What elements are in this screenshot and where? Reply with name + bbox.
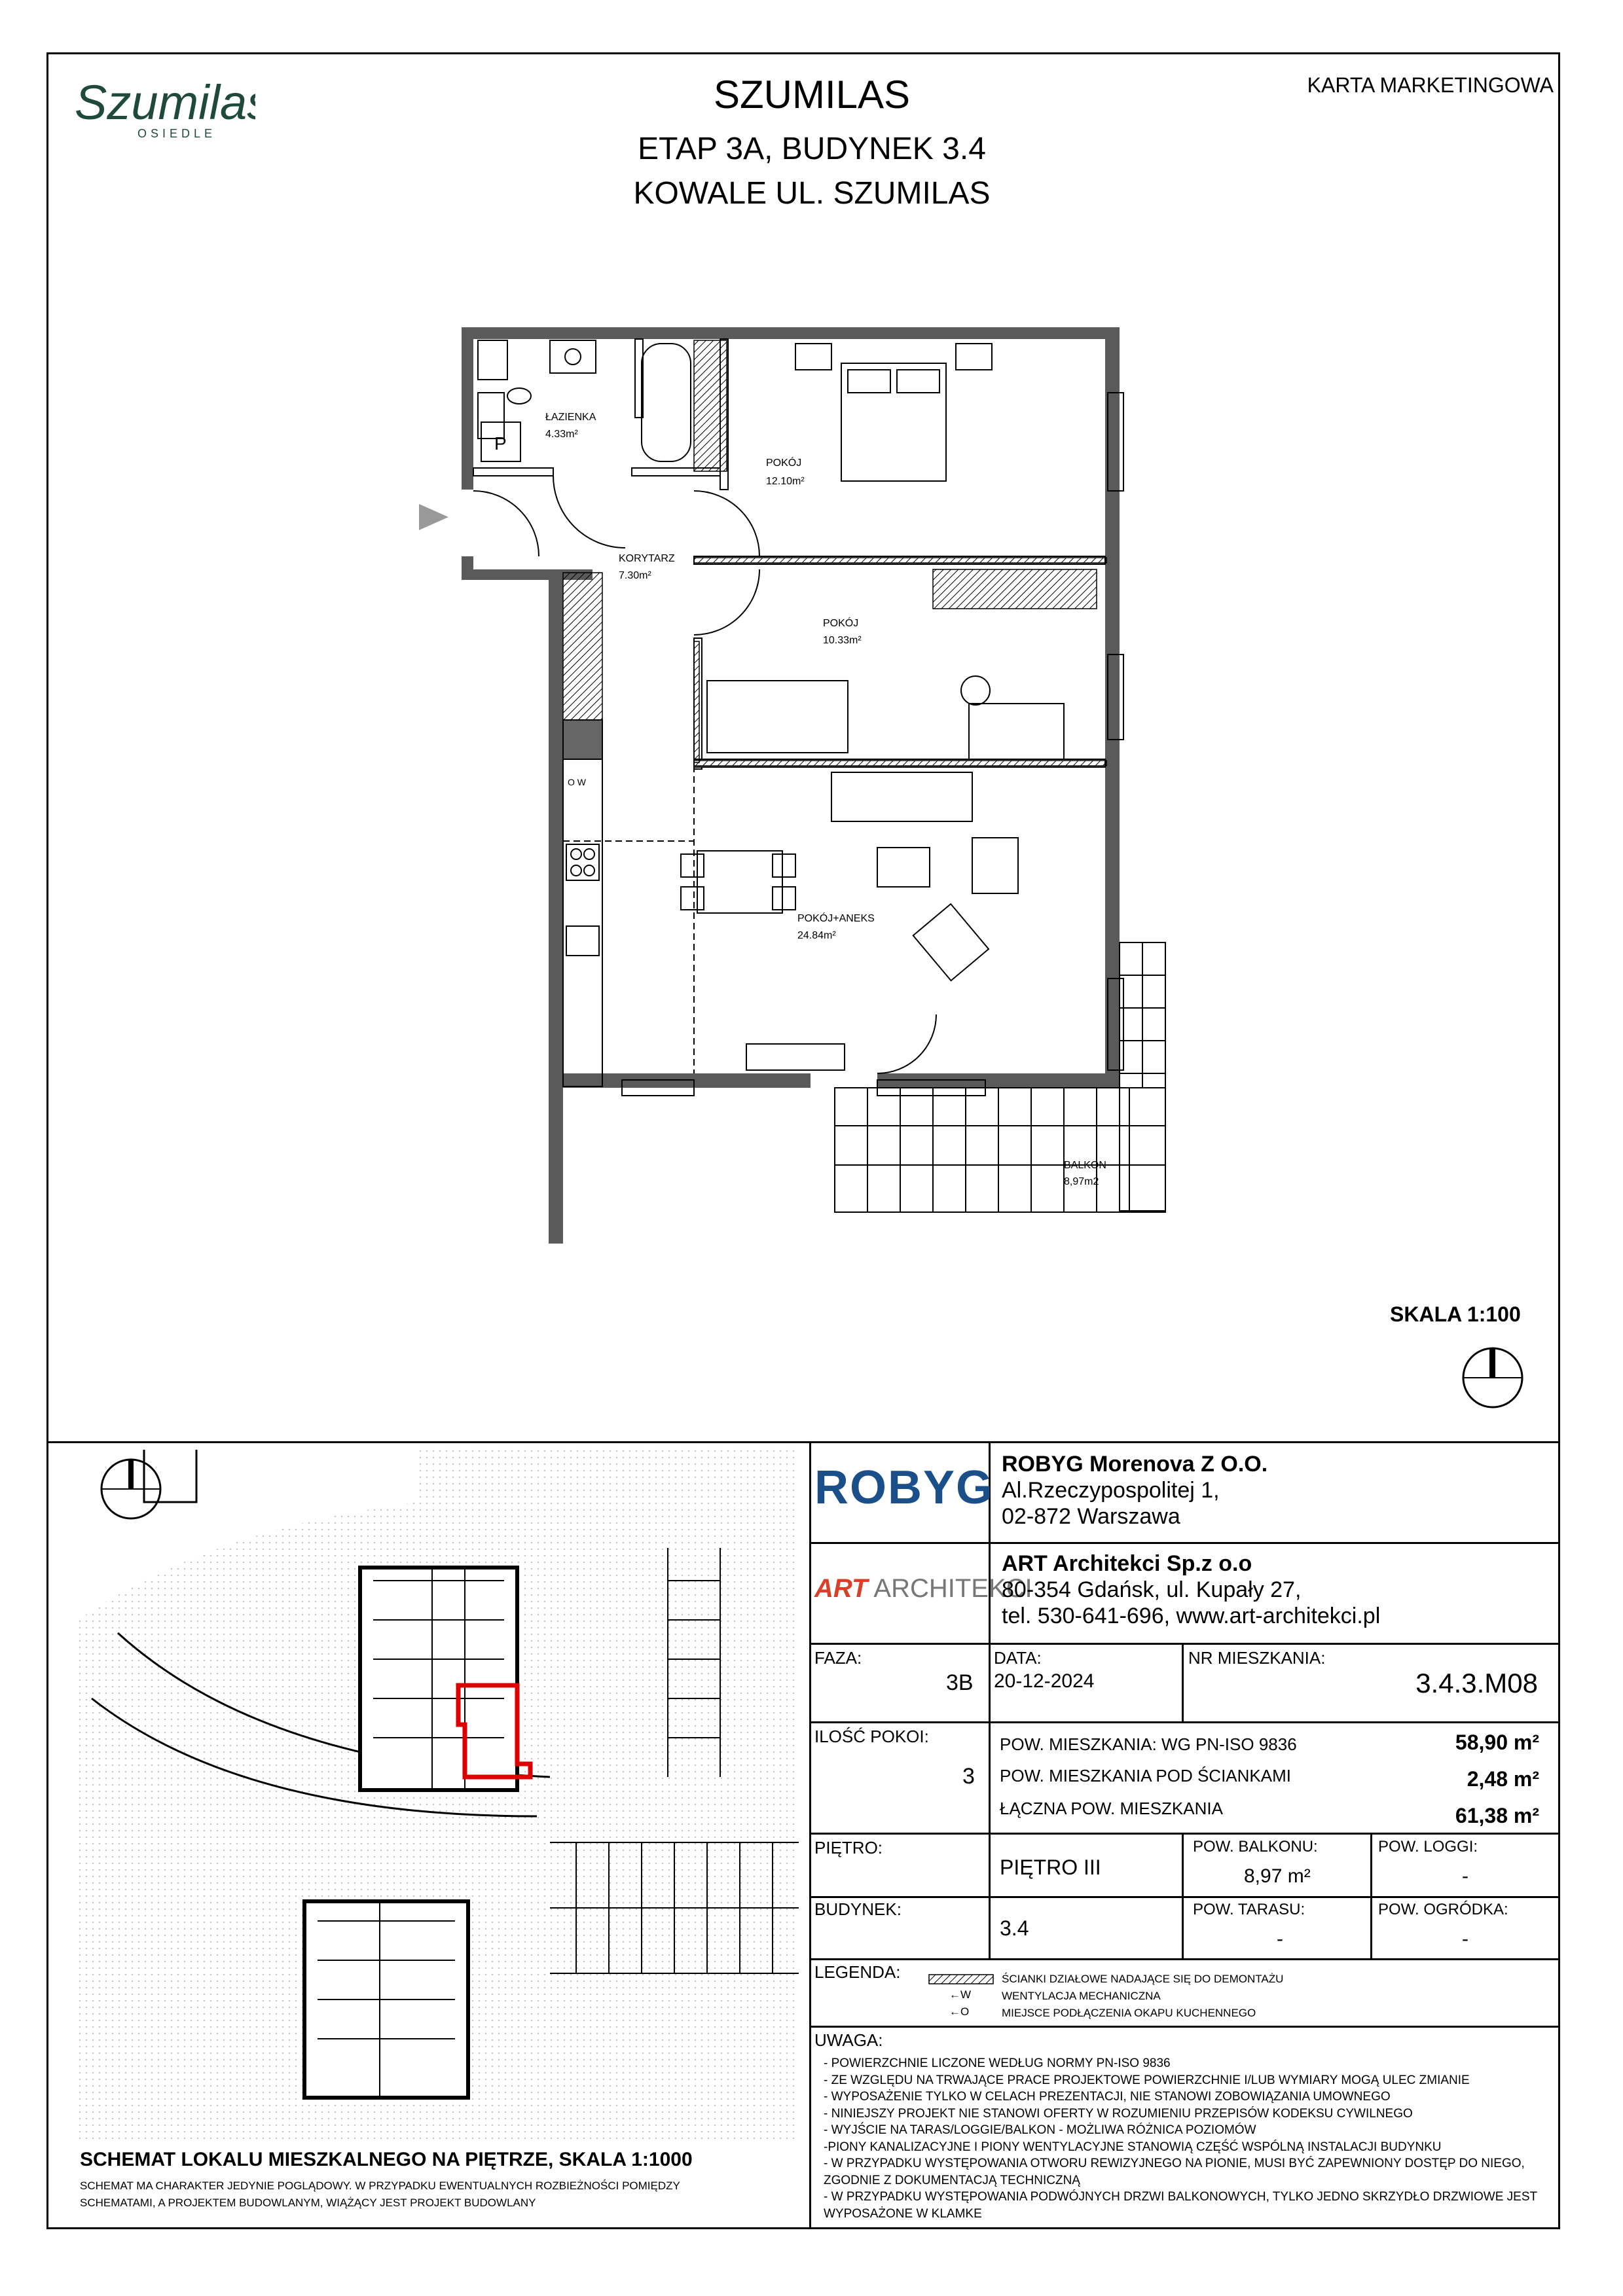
robyg-logo: ROBYG [814, 1462, 994, 1514]
developer-addr-1: Al.Rzeczypospolitej 1, [1002, 1478, 1220, 1503]
room-area-bedroom: 12.10m² [766, 476, 805, 487]
developer-addr-2: 02-872 Warszawa [1002, 1504, 1180, 1529]
note-item: - W PRZYPADKU WYSTĘPOWANIA PODWÓJNYCH DRZWI BALKONOWYCH, TYLKO JEDNO SKRZYDŁO DRZWIOWE JEST [824, 2190, 1538, 2204]
wall-west-bath [462, 327, 473, 490]
sink [566, 926, 599, 956]
plan-scale: SKALA 1:100 [1390, 1302, 1521, 1326]
armchair-1 [972, 838, 1018, 893]
note-item: -PIONY KANALIZACYJNE I PIONY WENTYLACYJNE STANOWIĄ CZĘŚĆ WSPÓLNĄ INSTALACJI BUDYNKU [824, 2140, 1442, 2154]
dining-chair-3 [773, 854, 795, 877]
bath-door [553, 476, 625, 548]
room-label-corridor: KORYTARZ [619, 553, 675, 564]
kitchen-vent-marks: O W [568, 777, 586, 787]
wall-west-entry [462, 556, 473, 569]
szumilas-logo [72, 72, 255, 151]
coffee-table [877, 848, 930, 887]
pow-sc-label: POW. MIESZKANIA POD ŚCIANKAMI [1000, 1766, 1291, 1785]
pow-total-value: 61,38 m² [1455, 1804, 1539, 1827]
room-label-balcony: BALKON [1064, 1160, 1106, 1171]
architect-addr-2: tel. 530-641-696, www.art-architekci.pl [1002, 1604, 1381, 1628]
legend-item-1: ŚCIANKI DZIAŁOWE NADAJĄCE SIĘ DO DEMONTAŻU [1002, 1973, 1284, 1985]
pow-value: 58,90 m² [1455, 1731, 1539, 1754]
table-vline-pokoje [989, 1721, 991, 1833]
table-vline-loggia [1370, 1833, 1372, 1958]
legend-mark-2: ←W [949, 1988, 972, 2001]
building-3-4 [360, 1568, 517, 1790]
room-label-bedroom: POKÓJ [766, 457, 802, 469]
table-vline-balkon [1182, 1833, 1184, 1958]
legend-mark-w: W [960, 1988, 972, 2001]
partition-demount-1 [694, 558, 1106, 563]
pow-label: POW. MIESZKANIA: WG PN-ISO 9836 [1000, 1734, 1297, 1754]
room-labels [545, 412, 1106, 1187]
legend-mark-3: ←O [949, 2005, 970, 2018]
dining-chair-1 [681, 854, 704, 877]
wall-west-living [549, 569, 563, 1244]
room-label-living: POKÓJ+ANEKS [797, 913, 875, 924]
ogrodek-value: - [1462, 1928, 1468, 1950]
site-disclaimer-1: SCHEMAT MA CHARAKTER JEDYNIE POGLĄDOWY. W PRZYPADKU EWENTUALNYCH ROZBIEŻNOŚCI POMIĘDZY [80, 2179, 680, 2192]
room-area-balcony: 8,97m2 [1064, 1176, 1099, 1187]
kitchen-counter [563, 720, 602, 1086]
nr-label: NR MIESZKANIA: [1188, 1648, 1326, 1668]
burner-3 [571, 865, 581, 876]
compass-icon [1460, 1345, 1525, 1410]
room-area-corridor: 7.30m² [619, 570, 651, 581]
loggia-value: - [1462, 1865, 1468, 1887]
data-value: 20-12-2024 [994, 1670, 1095, 1692]
tv-cabinet [746, 1044, 845, 1070]
bathtub [642, 344, 691, 461]
double-bed [841, 363, 946, 481]
table-line-7 [809, 2026, 1560, 2028]
sofa [831, 772, 972, 821]
bed-pillow-1 [848, 370, 890, 393]
pietro-value: PIĘTRO III [1000, 1856, 1101, 1879]
shaft-label: P [494, 433, 507, 454]
armchair-2 [913, 904, 989, 980]
site-plan [79, 1450, 805, 2144]
note-item: WYPOSAŻONE W KLAMKE [824, 2206, 982, 2221]
bed-pillow-2 [897, 370, 939, 393]
desk [969, 704, 1064, 759]
nightstand-2 [956, 344, 992, 370]
balkon-label: POW. BALKONU: [1193, 1838, 1318, 1856]
loggia-label: POW. LOGGI: [1378, 1838, 1478, 1856]
note-item: - NINIEJSZY PROJEKT NIE STANOWI OFERTY W ROZUMIENIU PRZEPISÓW KODEKSU CYWILNEGO [824, 2106, 1413, 2121]
taras-value: - [1277, 1928, 1283, 1950]
logo-script-icon [72, 72, 255, 151]
room-label-bath: ŁAZIENKA [545, 412, 596, 423]
ogrodek-label: POW. OGRÓDKA: [1378, 1901, 1508, 1918]
dining-table [697, 851, 782, 913]
note-item: - WYPOSAŻENIE TYLKO W CELACH PREZENTACJI, NIE STANOWI ZOBOWIĄZANIA UMOWNEGO [824, 2090, 1391, 2104]
logo-brand: Szumilas [75, 75, 255, 130]
burner-1 [571, 849, 581, 859]
balcony-door-swing [877, 1014, 936, 1073]
nightstand-1 [795, 344, 831, 370]
budynek-value: 3.4 [1000, 1916, 1029, 1940]
burner-4 [584, 865, 594, 876]
taras-label: POW. TARASU: [1193, 1901, 1305, 1918]
divider-main [46, 1441, 1560, 1443]
pokoje-label: ILOŚĆ POKOI: [814, 1727, 929, 1746]
architect-addr-1: 80-354 Gdańsk, ul. Kupały 27, [1002, 1577, 1302, 1602]
note-item: - W PRZYPADKU WYSTĘPOWANIA OTWORU REWIZYJNEGO NA PIONIE, MUSI BYĆ ZAPEWNIONY DOSTĘP DO NIEGO, [824, 2157, 1525, 2170]
faza-value: 3B [946, 1670, 974, 1695]
room2-door [694, 569, 759, 635]
entry-door [473, 491, 539, 556]
page-title: SZUMILAS [713, 73, 911, 117]
legend-item-2: WENTYLACJA MECHANICZNA [1002, 1990, 1161, 2002]
developer-name: ROBYG Morenova Z O.O. [1002, 1452, 1268, 1477]
wardrobe-room2 [933, 569, 1097, 609]
table-line-4 [809, 1833, 1560, 1835]
table-vline-pietro [989, 1833, 991, 1958]
wall-north [462, 327, 1116, 339]
balcony-south [835, 1088, 1165, 1212]
data-label: DATA: [994, 1648, 1042, 1668]
table-vline-faza [989, 1643, 991, 1721]
divider-vertical [809, 1441, 811, 2229]
pow-sc-value: 2,48 m² [1467, 1767, 1539, 1791]
bedroom-door [694, 491, 759, 556]
notes-label: UWAGA: [814, 2030, 883, 2050]
floor-plan [406, 314, 1257, 1244]
partition-demount-3 [694, 641, 699, 762]
architect-name: ART Architekci Sp.z o.o [1002, 1551, 1252, 1576]
site-caption: SCHEMAT LOKALU MIESZKALNEGO NA PIĘTRZE, SKALA 1:1000 [80, 2149, 693, 2170]
room-area-living: 24.84m² [797, 930, 836, 941]
washbasin-bowl [565, 349, 581, 365]
entry-arrow-icon [419, 504, 448, 530]
cooktop [566, 844, 599, 880]
legend-item-3: MIEJSCE PODŁĄCZENIA OKAPU KUCHENNEGO [1002, 2007, 1256, 2019]
dining-chair-2 [681, 887, 704, 910]
note-item: - WYJŚCIE NA TARAS/LOGGIE/BALKON - MOŻLIWA RÓŻNICA POZIOMÓW [824, 2123, 1256, 2137]
card-type: KARTA MARKETINGOWA [1307, 73, 1554, 97]
table-line-5 [809, 1896, 1560, 1898]
faza-label: FAZA: [814, 1648, 862, 1668]
note-item: - ZE WZGLĘDU NA TRWAJĄCE PRACE PROJEKTOWE POWIERZCHNIE I/LUB WYMIARY MOGĄ ULEC ZMIANIE [824, 2073, 1470, 2087]
page-subtitle-address: KOWALE UL. SZUMILAS [633, 176, 991, 211]
room-area-bath: 4.33m² [545, 429, 578, 440]
room-label-room2: POKÓJ [823, 618, 859, 629]
table-line-1 [809, 1542, 1560, 1544]
wardrobe-corridor [563, 573, 602, 723]
toilet-bowl [507, 388, 531, 404]
washbasin [550, 340, 596, 373]
page-subtitle-etap: ETAP 3A, BUDYNEK 3.4 [638, 132, 986, 166]
art-logo-mark: ART [814, 1574, 868, 1603]
table-vline-data [1182, 1643, 1184, 1721]
pokoje-value: 3 [962, 1764, 975, 1789]
art-logo-text: ARCHITEKCI [873, 1574, 1032, 1603]
budynek-label: BUDYNEK: [814, 1899, 902, 1919]
building-north [144, 1450, 196, 1502]
table-line-2 [809, 1643, 1560, 1645]
burner-2 [584, 849, 594, 859]
room-area-room2: 10.33m² [823, 635, 862, 646]
table-line-6 [809, 1958, 1560, 1960]
table-line-3 [809, 1721, 1560, 1723]
pietro-label: PIĘTRO: [814, 1838, 883, 1857]
notes-list [824, 2055, 1537, 2222]
balkon-value: 8,97 m² [1244, 1865, 1311, 1887]
wall-bath-south [473, 468, 553, 476]
legend-label: LEGENDA: [814, 1962, 901, 1982]
legend-mark-o: O [960, 2005, 970, 2018]
single-bed [707, 681, 848, 753]
wardrobe-bedroom [694, 340, 727, 471]
fridge [563, 720, 602, 759]
desk-chair [961, 676, 990, 705]
hatch-legend-icon [928, 1974, 994, 1984]
note-item: - POWIERZCHNIE LICZONE WEDŁUG NORMY PN-ISO 9836 [824, 2056, 1171, 2070]
bath-cabinet [478, 340, 507, 380]
note-item: ZGODNIE Z DOKUMENTACJĄ TECHNICZNĄ [824, 2173, 1080, 2187]
nr-value: 3.4.3.M08 [1415, 1668, 1538, 1698]
pow-total-label: ŁĄCZNA POW. MIESZKANIA [1000, 1799, 1223, 1818]
dining-chair-4 [773, 887, 795, 910]
art-logo [814, 1574, 1032, 1604]
logo-sub: OSIEDLE [137, 127, 217, 140]
partition-demount-2 [694, 761, 1106, 766]
site-disclaimer-2: SCHEMATAMI, A PROJEKTEM BUDOWLANYM, WIĄŻĄCY JEST PROJEKT BUDOWLANY [80, 2197, 536, 2209]
